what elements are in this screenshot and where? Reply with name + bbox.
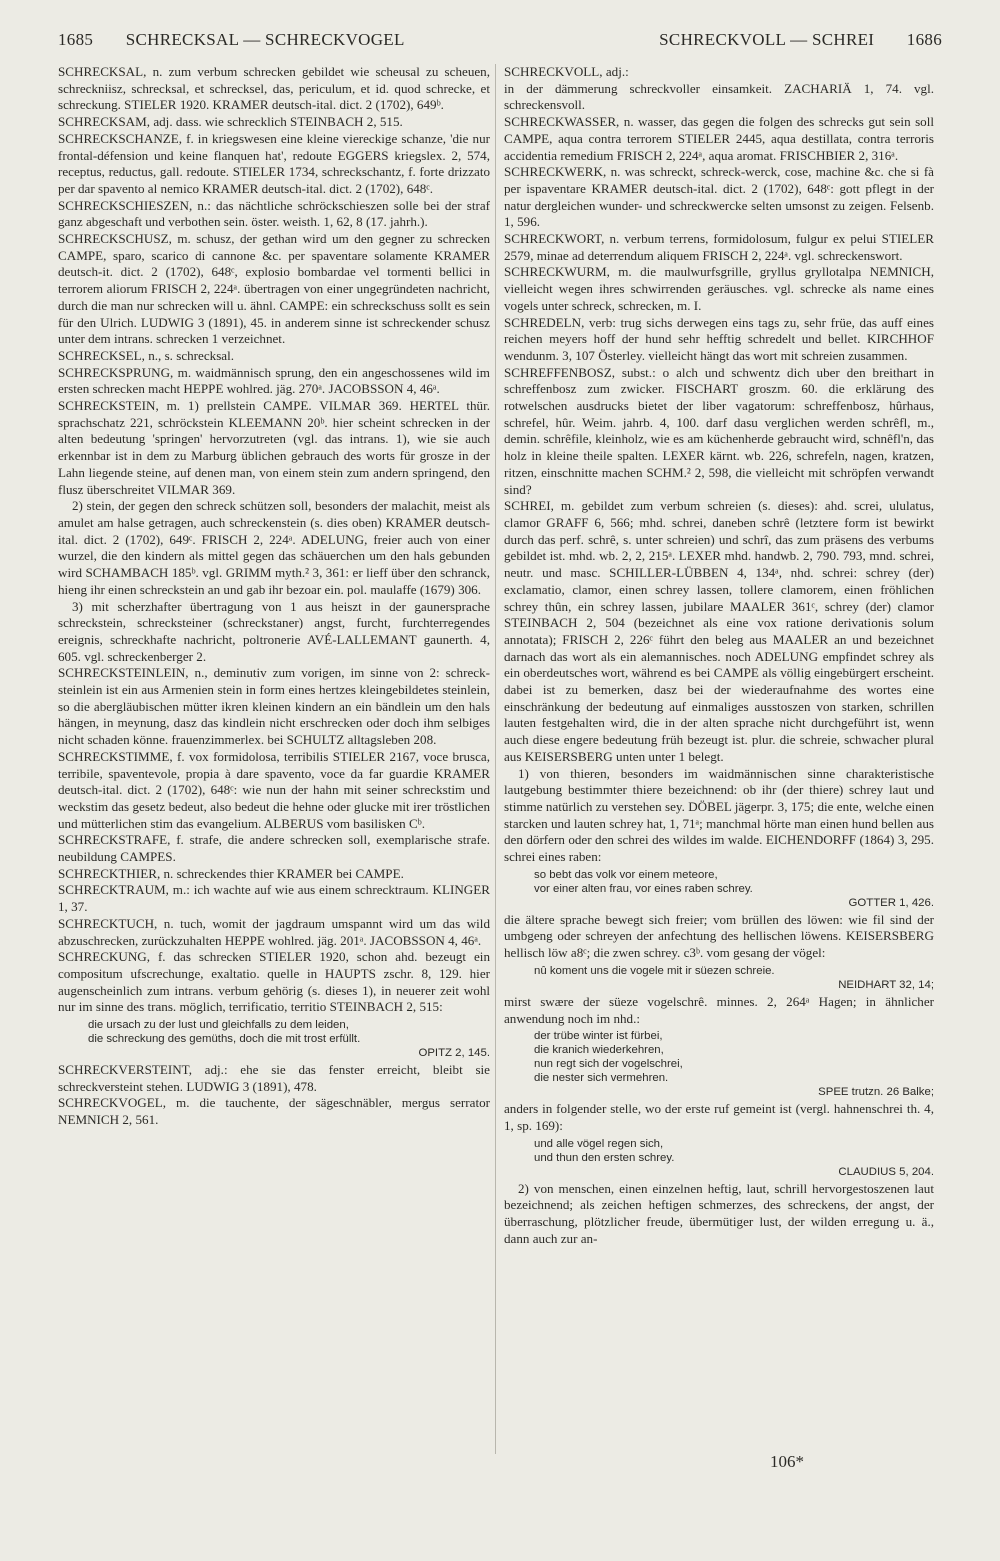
right-running-title: SCHRECKVOLL — SCHREI [659, 30, 875, 49]
entry-sense: 2) stein, der gegen den schreck schützen soll, besonders der malachit, meist als amulet am halse getragen, auch schreckenstein (s. dies oben) KRAMER deutsch-ital. dict. 2 (1702), 649ᶜ. FRISCH 2, 224ᵃ. ADELUNG, freier auch von einer wurzel, die den kindern als mittel gegen das schäuerchen um den hals gebunden wird SCHAMBACH 185ᵇ. vgl. GRIMM myth.² 3, 361: er lieff über den schranck, hieng ihr einen schreckstein an und gab ihr bezoar ein. pol. maulaffe (1679) 306. [58, 498, 490, 597]
verse-line: und thun den ersten schrey. [534, 1151, 675, 1164]
entry-sense: 1) von thieren, besonders im waidmännischen sinne charakteristische lautgebung bestimmter thiere bezeichnend: ob ihr (der thiere) schrey laut und stimme natürlich zu verstehen sey. DÖBEL jägerpr. 3, 175; die ente, welche einen starcken und lauten schrey hat, 1, 71ᵃ; manchmal hörte man einen hund bellen aus den dörfern oder den schrei des wildes im walde. EICHENDORFF (1864) 3, 295. schrei eines raben: [504, 765, 934, 865]
left-header [58, 30, 405, 50]
verse-line: die nester sich vermehren. [534, 1072, 669, 1085]
entry: SCHRECKTRAUM, m.: ich wachte auf wie aus einem schrecktraum. KLINGER 1, 37. [58, 882, 490, 915]
entry: SCHRECKSCHANZE, f. in kriegswesen eine kleine viereckige schanze, 'die nur frontal-défension und keine flanquen hat', redoute EGGERS kriegslex. 2, 574, receptus, reductus, gall. redoute. STIELER 1734, schreckschantz, f. forte drizzato per dar spavento al nemico KRAMER deutsch-ital. dict. 2 (1702), 648ᶜ. [58, 130, 490, 196]
entry: SCHRECKSTEIN, m. 1) prellstein CAMPE. VILMAR 369. HERTEL thür. sprachschatz 221, schröckstein KLEEMANN 20ᵇ. hier scheint schrecken in der alten bedeutung 'springen' hervorzutreten (vgl. das intrans. 1), wie sie auch erkennbar ist in dem zu Marburg üblichen gebrauch des worts für grosze in der Lahn liegende steine, auf denen man, von einem stein zum andern springend, den flusz überschreitet VILMAR 369. [58, 398, 490, 497]
entry: SCHRECKSTIMME, f. vox formidolosa, terribilis STIELER 2167, voce brusca, terribile, spaventevole, propia à dare spavento, voce da far guardie KRAMER deutsch-ital. dict. 2 (1702), 648ᶜ: wie nun der hahn mit seiner schreckstim und weckstim das gesetz bedeut, also bedeut die hehne oder glucke mit irer tröstlichen und mütterlichen stim das evangelium. ALBERUS vom basilisken Cᵇ. [58, 748, 490, 831]
entry-citation: in der dämmerung schreckvoller einsamkeit. ZACHARIÄ 1, 74. vgl. schreckensvoll. [504, 80, 934, 113]
right-column [504, 64, 934, 1247]
entry: SCHRECKSAM, adj. dass. wie schrecklich STEINBACH 2, 515. [58, 114, 403, 130]
entry: SCHRECKSAL, n. zum verbum schrecken gebildet wie scheusal zu scheuen, schreckniisz, schrecksal, et schrecksel, das, periculum, et id. quod schrecke, et schreckung. STIELER 1920. KRAMER deutsch-ital. dict. 2 (1702), 649ᵇ. [58, 64, 490, 113]
quote-source: CLAUDIUS 5, 204. [838, 1165, 934, 1178]
right-page-number: 1686 [906, 30, 942, 49]
verse-line: nû koment uns die vogele mit ir süezen schreie. [534, 964, 775, 977]
verse-line: die kranich wiederkehren, [534, 1044, 664, 1057]
entry-text: mirst swære der süeze vogelschrê. minnes. 2, 264ᵃ Hagen; in ähnlicher anwendung noch im nhd.: [504, 993, 934, 1026]
entry: SCHREDELN, verb: trug sichs derwegen eins tags zu, sehr früe, das auff eines reichen meyers hoff der hund sehr hefftig schredelt und bellet. KIRCHHOF wendunm. 3, 107 Österley. vielleicht hängt das wort mit schreien zusammen. [504, 314, 934, 363]
verse-line: und alle vögel regen sich, [534, 1137, 664, 1150]
quote-source: NEIDHART 32, 14; [838, 978, 934, 991]
entry: SCHRECKVERSTEINT, adj.: ehe sie das fenster erreicht, bleibt sie schreckversteint stehen. LUDWIG 3 (1891), 478. [58, 1062, 490, 1094]
column-divider [495, 64, 496, 1454]
entry-text: anders in folgender stelle, wo der erste ruf gemeint ist (vergl. hahnenschrei th. 4, 1, sp. 169): [504, 1101, 934, 1133]
quote-source: SPEE trutzn. 26 Balke; [818, 1086, 934, 1099]
entry-sense: 2) von menschen, einen einzelnen heftig, laut, schrill hervorgestoszenen laut bezeichnend; als zeichen heftigen schmerzes, des schreckens, der angst, der überraschung, plötzlicher freude, übermütiger lust, der wilden erregung u. ä., dann auch zur an- [504, 1180, 934, 1246]
entry: SCHRECKSPRUNG, m. waidmännisch sprung, den ein angeschossenes wild im ersten schrecken macht HEPPE wohlred. jäg. 270ᵃ. JACOBSSON 4, 46ᵃ. [58, 364, 490, 397]
verse-quote [88, 1018, 490, 1060]
verse-quote [534, 868, 934, 910]
left-page-number: 1685 [58, 30, 94, 49]
verse-quote [534, 964, 934, 992]
entry: SCHREI, m. gebildet zum verbum schreien (s. dieses): ahd. screi, ululatus, clamor GRAFF 6, 566; mhd. schrei, daneben schrê (letztere form ist bewirkt durch das perf. schrê, s. unter schreien) und schrî, das zum präsens des verbums gebildet ist. mhd. wb. 2, 2, 215ᵃ. LEXER mhd. handwb. 2, 790. 793, mnd. schrei, neutr. und masc. SCHILLER-LÜBBEN 4, 134ᵃ, nhd. schrei: schrey (der) exclamatio, clamor, einen schrey lassen, tollere clamorem, einen fröhlichen schrey thûn, ein schrey lassen, jubilare MAALER 361ᶜ, schrey (der) clamor STEINBACH 2, 504 (bezeichnet als eine vox ratione derivationis solum annotata); FRISCH 2, 226ᶜ führt den beleg aus MAALER an und bezeichnet darnach das wort als ein alemannisches. noch ADELUNG empfindet schrey als ein oberdeutsches wort, während es bei CAMPE als völlig eingebürgert erscheint. dabei ist zu bemerken, dasz bei der wiederaufnahme des wortes eine einschränkung der bedeutung auf einmaliges ausstoszen von starken, schrillen lauten festgehalten wird, die in der alten sprache nicht durchgeführt ist, wenn auch diese engere bedeutung früh bezeugt ist. plur. die schreie, schwacher plural aus KEISERSBERG unten unter 1 belegt. [504, 498, 934, 764]
verse-line: die schreckung des gemüths, doch die mit trost erfüllt. [88, 1033, 361, 1046]
entry: SCHRECKVOLL, adj.: [504, 64, 629, 79]
entry: SCHREFFENBOSZ, subst.: o alch und schwentz dich uber den breithart in schreffenbosz zum zwicker. FISCHART groszm. 60. die erklärung des rotwelschen ausdrucks bietet der liber vagatorum: schreffenbosz, hûrhaus, schrefel, hûr. Weim. jahrb. 4, 100. darf dasu verglichen werden schrêfl, m., demin. schrêfile, kleinholz, wie es am küchenherde gebraucht wird, schnêfl'n, das holz in kleine theile spalten. LEXER kärnt. wb. 226, schrefeln, nagen, kratzen, ritzen, einschnitte machen SCHM.² 2, 598, die vielleicht mit schröpfen verwandt sind? [504, 364, 934, 497]
right-header [659, 30, 942, 50]
entry: SCHRECKWERK, n. was schreckt, schreck-werck, cose, machine &c. che si fà per ispaventare KRAMER deutsch-ital. dict. 2 (1702), 648ᶜ: gott pflegt in der natur dergleichen wunder- und schreckwercke selten umsonst zu zeigen. Felsenb. 1, 596. [504, 164, 934, 230]
entry: SCHRECKTHIER, n. schreckendes thier KRAMER bei CAMPE. [58, 865, 404, 881]
entry: SCHRECKVOGEL, m. die tauchente, der sägeschnäbler, mergus serrator NEMNICH 2, 561. [58, 1095, 490, 1128]
quote-source: GOTTER 1, 426. [848, 896, 934, 909]
verse-line: der trübe winter ist fürbei, [534, 1030, 663, 1043]
entry: SCHRECKWORT, n. verbum terrens, formidolosum, fulgur ex pelui STIELER 2579, minae ad deterrendum aliquem FRISCH 2, 224ᵃ. vgl. schreckenswort. [504, 231, 934, 263]
verse-quote [534, 1029, 934, 1099]
entry-text: die ältere sprache bewegt sich freier; vom brüllen des löwen: wie fil sind der umbgeng oder schreyen der anfechtung des hellischen löwens. KEISERSBERG hellisch löw a8ᶜ; die zwen schrey. c3ᵇ. vom gesang der vögel: [504, 911, 934, 961]
entry: SCHRECKSTEINLEIN, n., deminutiv zum vorigen, im sinne von 2: schreck-steinlein ist ein aus Armenien stein in form eines hertzes kleingebildetes steinlein, so die abergläubischen mütter ikren kleinen kindern an ein bändlein um den hals hängen, in meynung, dasz das kindlein nicht erschrecken oder doch ihm selbiges nicht schaden könne. frauenzimmerlex. bei SCHULTZ alltagsleben 208. [58, 665, 490, 748]
entry: SCHRECKTUCH, n. tuch, womit der jagdraum umspannt wird um das wild abzuschrecken, zurückzuhalten HEPPE wohlred. jäg. 201ᵃ. JACOBSSON 4, 46ᵃ. [58, 915, 490, 948]
left-column [58, 64, 490, 1129]
signature-mark: 106* [770, 1452, 804, 1471]
entry: SCHRECKSTRAFE, f. strafe, die andere schrecken soll, exemplarische strafe. neubildung CAMPES. [58, 832, 490, 865]
verse-line: vor einer alten frau, vor eines raben schrey. [534, 882, 753, 895]
entry: SCHRECKSCHIESZEN, n.: das nächtliche schröckschieszen solle bei der straf ganz abgeschaft und verbothen sein. öster. weisth. 1, 62, 8 (17. jahrh.). [58, 197, 490, 230]
entry: SCHRECKSCHUSZ, m. schusz, der gethan wird um den gegner zu schrecken CAMPE, sparo, scarico di cannone &c. per spaventare solamente KRAMER deutsch-it. dict. 2 (1702), 648ᶜ, explosio bombardae vel tormenti bellici in terrorem aliorum FRISCH 2, 224ᵃ. übertragen von einer ungegründeten nachricht, durch die man nur schrecken will u. ähnl. CAMPE: ein schreckschuss sollt es sein für den Ulrich. LUDWIG 3 (1891), 45. in anderem sinne ist schreckender schusz unter dem intrans. schrecken 1 verzeichnet. [58, 231, 490, 347]
verse-line: die ursach zu der lust und gleichfalls zu dem leiden, [88, 1019, 349, 1032]
entry: SCHRECKWURM, m. die maulwurfsgrille, gryllus gryllotalpa NEMNICH, vielleicht wegen ihres schwirrenden geräusches. vgl. schrecke als name eines vogels unter schreck, schrecken, m. I. [504, 264, 934, 313]
verse-line: so bebt das volk vor einem meteore, [534, 868, 718, 881]
entry: SCHRECKUNG, f. das schrecken STIELER 1920, schon ahd. bezeugt ein compositum ufscrechunge, exaltatio. quelle in HAUPTS zschr. 8, 129. hier augenscheinlich zum intrans. verbum gehörig (s. dieses 1), in neuerer zeit wohl nur im sinne des trans. möglich, terrificatio, territio STEINBACH 2, 515: [58, 949, 490, 1015]
entry-sense: 3) mit scherzhafter übertragung von 1 aus heiszt in der gaunersprache schreckstein, schrecksteiner (schreckstaner) angst, furcht, furchterregendes ereignis, schreckhafte nachricht, poltronerie AVÉ-LALLEMANT gaunerth. 4, 605. vgl. schreckenberger 2. [58, 598, 490, 664]
entry: SCHRECKSEL, n., s. schrecksal. [58, 347, 235, 363]
verse-quote [534, 1137, 934, 1179]
left-running-title: SCHRECKSAL — SCHRECKVOGEL [125, 30, 405, 49]
quote-source: OPITZ 2, 145. [418, 1047, 490, 1060]
verse-line: nun regt sich der vogelschrei, [534, 1058, 683, 1071]
entry: SCHRECKWASSER, n. wasser, das gegen die folgen des schrecks gut sein soll CAMPE, aqua contra terrorem STIELER 2445, aqua destillata, contra terroris accidentia remedium FRISCH 2, 224ᵃ, aqua aromat. FRISCHBIER 2, 316ᵃ. [504, 114, 934, 163]
